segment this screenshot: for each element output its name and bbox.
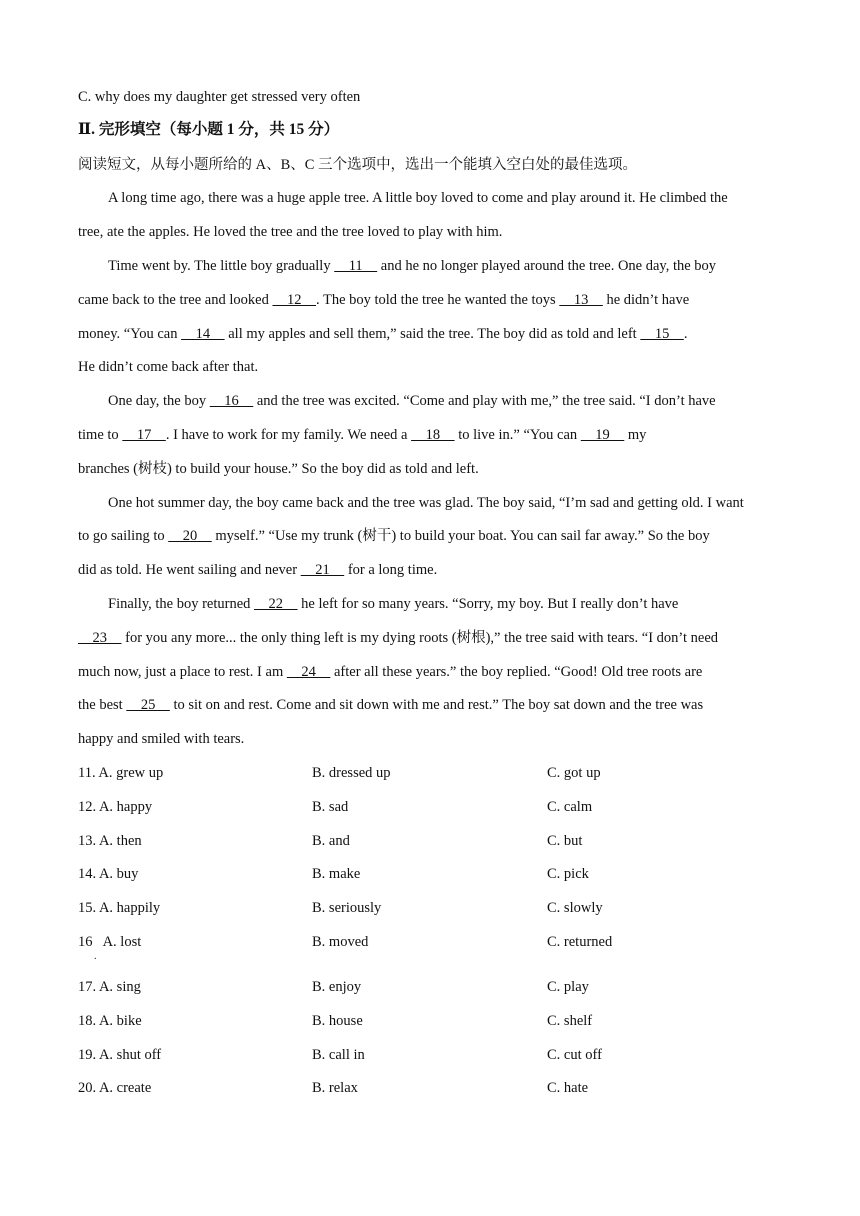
passage-text: time to (78, 427, 123, 443)
passage-text: Finally, the boy returned (108, 596, 255, 612)
passage-line (78, 358, 258, 376)
blank-19: 19 (580, 427, 625, 443)
passage-line (108, 392, 716, 410)
passage-line (108, 189, 728, 207)
option-c: C. calm (547, 799, 593, 815)
section-instructions: 阅读短文，从每小题所给的 A、B、C 三个选项中，选出一个能填入空白处的最佳选项。 (78, 157, 638, 173)
passage-line (78, 730, 244, 748)
passage-line (78, 663, 702, 681)
blank-15: 15 (640, 326, 684, 342)
option-c: C. cut off (547, 1047, 602, 1063)
option-a: 11. A. grew up (78, 765, 164, 781)
section-heading: Ⅱ. 完形填空（每小题 1 分，共 15 分） (78, 121, 340, 138)
blank-17: 17 (122, 427, 166, 443)
passage-text: came back to the tree and looked (78, 292, 273, 308)
passage-text: my (624, 427, 647, 443)
option-c: C. hate (547, 1080, 589, 1096)
option-c: C. pick (547, 866, 589, 882)
option-a: 12. A. happy (78, 799, 153, 815)
passage-text: and the tree was excited. “Come and play with me,” the tree said. “I don’t have (253, 393, 716, 409)
option-b: B. house (312, 1013, 363, 1029)
option-b: B. and (312, 833, 350, 849)
blank-22: 22 (254, 596, 298, 612)
option-c: C. but (547, 833, 583, 849)
blank-25: 25 (126, 697, 170, 713)
q16-stray-dot: . (94, 951, 97, 962)
passage-text: to live in.” “You can (454, 427, 581, 443)
passage-text: . I have to work for my family. We need a (165, 427, 412, 443)
option-c: C. slowly (547, 900, 603, 916)
option-c: C. shelf (547, 1013, 593, 1029)
option-b: B. moved (312, 934, 369, 950)
passage-text: branches (树枝) to build your house.” So the boy did as told and left. (78, 461, 479, 477)
passage-line (78, 325, 687, 343)
option-b: B. make (312, 866, 361, 882)
passage-text: One day, the boy (108, 393, 210, 409)
option-a: 20. A. create (78, 1080, 152, 1096)
blank-13: 13 (559, 292, 603, 308)
passage-line (108, 494, 744, 512)
option-b: B. relax (312, 1080, 358, 1096)
option-a: 14. A. buy (78, 866, 139, 882)
passage-line (78, 561, 437, 579)
passage-text: to sit on and rest. Come and sit down with me and rest.” The boy sat down and the tree was (169, 697, 704, 713)
passage-line (78, 460, 479, 478)
blank-23: 23 (78, 630, 122, 646)
option-b: B. call in (312, 1047, 365, 1063)
blank-20: 20 (168, 528, 212, 544)
blank-21: 21 (300, 562, 345, 578)
passage-text: tree, ate the apples. He loved the tree and the tree loved to play with him. (78, 224, 503, 240)
option-a: 19. A. shut off (78, 1047, 162, 1063)
blank-18: 18 (411, 427, 455, 443)
passage-text: after all these years.” the boy replied. “Good! Old tree roots are (330, 664, 703, 680)
passage-line (78, 629, 718, 647)
blank-14: 14 (181, 326, 225, 342)
blank-24: 24 (286, 664, 331, 680)
passage-text: He didn’t come back after that. (78, 359, 259, 375)
option-a: 17. A. sing (78, 979, 141, 995)
passage-text: money. “You can (78, 326, 182, 342)
passage-line (78, 426, 646, 444)
passage-text: . The boy told the tree he wanted the toys (315, 292, 560, 308)
passage-line (78, 223, 502, 241)
option-c: C. returned (547, 934, 613, 950)
passage-text: all my apples and sell them,” said the tree. The boy did as told and left (224, 326, 641, 342)
option-a: 13. A. then (78, 833, 142, 849)
blank-16: 16 (209, 393, 254, 409)
passage-text: to go sailing to (78, 528, 169, 544)
passage-text: for a long time. (344, 562, 438, 578)
passage-line (108, 257, 716, 275)
passage-text: Time went by. The little boy gradually (108, 258, 335, 274)
previous-question-option: C. why does my daughter get stressed very often (78, 89, 361, 105)
option-b: B. enjoy (312, 979, 362, 995)
option-b: B. sad (312, 799, 349, 815)
option-a: 16 A. lost (78, 934, 142, 950)
passage-text: did as told. He went sailing and never (78, 562, 301, 578)
option-c: C. got up (547, 765, 601, 781)
passage-text: for you any more... the only thing left is my dying roots (树根),” the tree said with tears. “I don’t need (121, 630, 719, 646)
passage-text: myself.” “Use my trunk (树干) to build your boat. You can sail far away.” So the boy (211, 528, 710, 544)
blank-11: 11 (334, 258, 378, 274)
passage-text: One hot summer day, the boy came back and the tree was glad. The boy said, “I’m sad and getting old. I want (108, 495, 744, 511)
passage-line (108, 595, 678, 613)
passage-line (78, 696, 703, 714)
passage-text: the best (78, 697, 127, 713)
option-b: B. seriously (312, 900, 382, 916)
passage-text: he left for so many years. “Sorry, my boy. But I really don’t have (297, 596, 679, 612)
blank-12: 12 (272, 292, 316, 308)
passage-text: . (683, 326, 688, 342)
passage-text: and he no longer played around the tree. One day, the boy (377, 258, 717, 274)
passage-text: A long time ago, there was a huge apple tree. A little boy loved to come and play around it. He climbed the (108, 190, 728, 206)
option-a: 18. A. bike (78, 1013, 142, 1029)
passage-text: he didn’t have (602, 292, 690, 308)
passage-text: happy and smiled with tears. (78, 731, 245, 747)
passage-line (78, 291, 689, 309)
option-a: 15. A. happily (78, 900, 161, 916)
option-b: B. dressed up (312, 765, 391, 781)
passage-text: much now, just a place to rest. I am (78, 664, 287, 680)
option-c: C. play (547, 979, 589, 995)
passage-line (78, 527, 710, 545)
